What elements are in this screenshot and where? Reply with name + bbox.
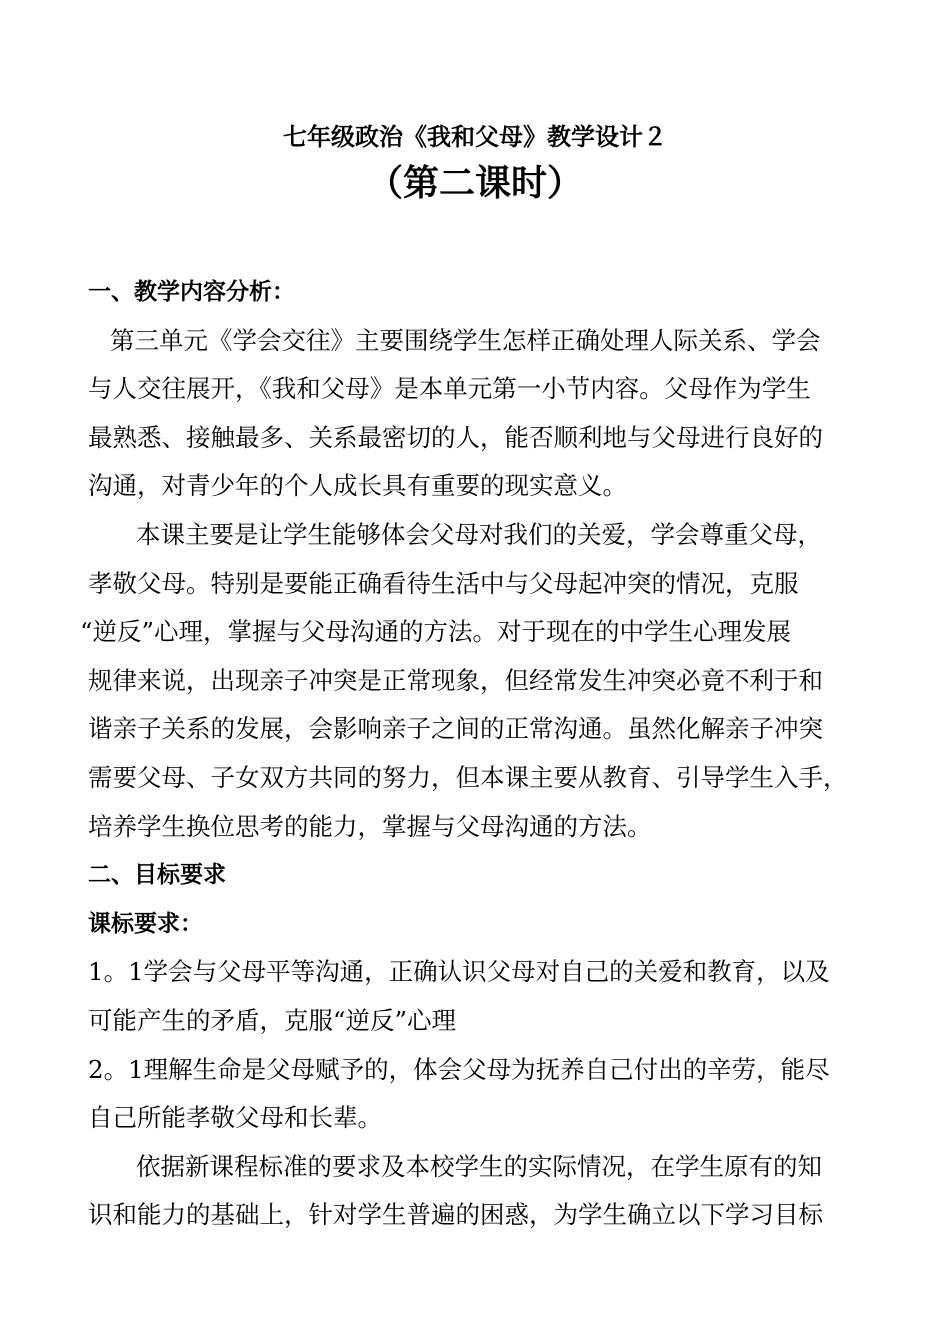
list-item-line: 自己所能孝敬父母和长辈。: [88, 1103, 382, 1133]
paragraph-line: 最熟悉、接触最多、关系最密切的人，能否顺利地与父母进行良好的: [88, 422, 823, 452]
paragraph-line: 本课主要是让学生能够体会父母对我们的关爱，学会尊重父母，: [136, 519, 822, 549]
paragraph-line: 培养学生换位思考的能力，掌握与父母沟通的方法。: [88, 811, 652, 841]
paragraph-line: 需要父母、子女双方共同的努力，但本课主要从教育、引导学生入手，: [88, 762, 848, 792]
paragraph-line: 第三单元《学会交往》主要围绕学生怎样正确处理人际关系、学会: [110, 325, 821, 355]
document-title: 七年级政治《我和父母》教学设计２: [283, 123, 667, 151]
list-item-line: 2。1理解生命是父母赋予的，体会父母为抚养自己付出的辛劳，能尽: [88, 1054, 830, 1084]
list-item-line: 1。1学会与父母平等沟通，正确认识父母对自己的关爱和教育，以及: [88, 957, 830, 987]
paragraph-line: 识和能力的基础上，针对学生普遍的困惑，为学生确立以下学习目标: [88, 1200, 823, 1230]
paragraph-line: “逆反”心理，掌握与父母沟通的方法。对于现在的中学生心理发展: [80, 617, 792, 647]
document-body: [80, 268, 868, 1240]
subheading-curriculum-requirements: 课标要求：: [88, 910, 203, 937]
paragraph-line: 规律来说，出现亲子冲突是正常现象，但经常发生冲突必竟不利于和: [88, 665, 823, 695]
paragraph-line: 与人交往展开，《我和父母》是本单元第一小节内容。父母作为学生: [88, 374, 811, 404]
paragraph-line: 沟通，对青少年的个人成长具有重要的现实意义。: [88, 471, 627, 501]
paragraph-line: 依据新课程标准的要求及本校学生的实际情况，在学生原有的知: [136, 1151, 822, 1181]
document-subtitle: （第二课时）: [366, 163, 583, 204]
section-heading-goals: 二、目标要求: [88, 862, 226, 889]
paragraph-line: 孝敬父母。特别是要能正确看待生活中与父母起冲突的情况，克服: [88, 568, 799, 598]
section-heading-content-analysis: 一、教学内容分析：: [88, 279, 295, 305]
list-item-line: 可能产生的矛盾，克服“逆反”心理: [88, 1005, 457, 1035]
paragraph-line: 谐亲子关系的发展，会影响亲子之间的正常沟通。虽然化解亲子冲突: [88, 714, 823, 744]
